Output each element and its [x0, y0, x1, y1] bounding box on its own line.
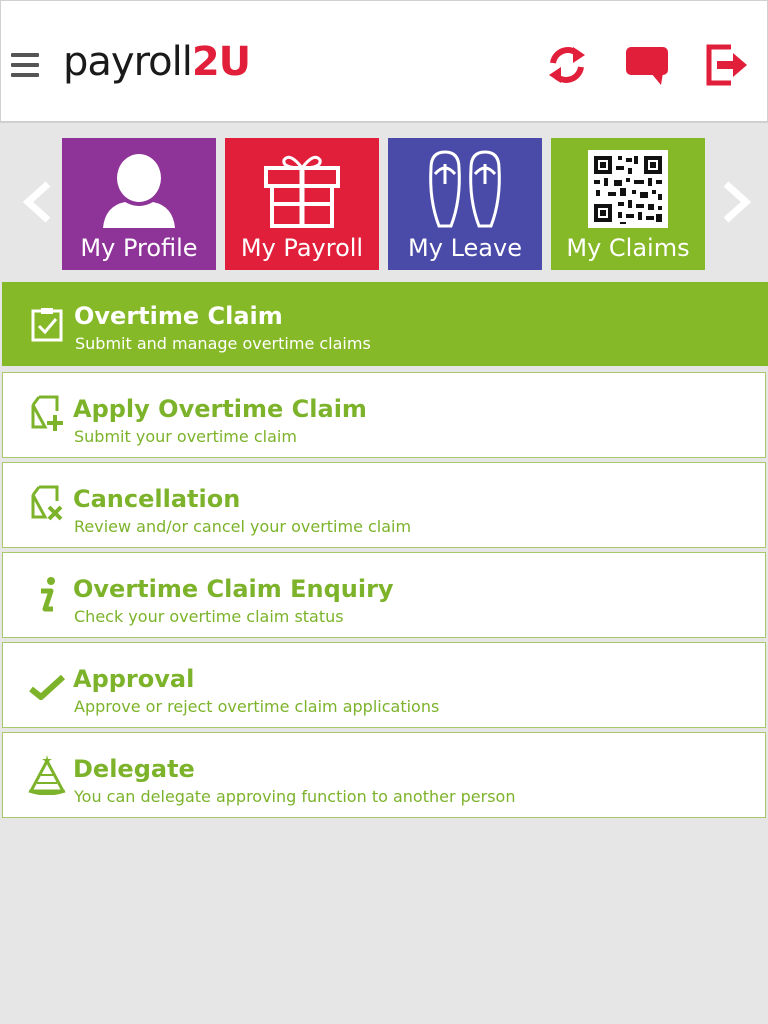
add-document-icon [27, 393, 67, 435]
info-icon [27, 573, 67, 615]
menu-item-subtitle: Approve or reject overtime claim applications [74, 697, 440, 716]
menu-item-title: Cancellation [73, 485, 241, 513]
menu-item-title: Approval [73, 665, 195, 693]
flip-flops-icon [388, 148, 542, 230]
logout-icon[interactable] [703, 41, 751, 89]
tile-label: My Payroll [240, 234, 364, 262]
menu-icon[interactable] [11, 53, 39, 79]
tile-my-profile[interactable] [62, 138, 216, 270]
app-header [0, 0, 768, 123]
cancel-document-icon [27, 483, 67, 525]
menu-item-subtitle: Review and/or cancel your overtime claim [74, 517, 412, 536]
menu-item-subtitle: Submit your overtime claim [74, 427, 297, 446]
menu-item-overtime-claim-enquiry[interactable] [2, 552, 766, 638]
module-carousel [0, 130, 768, 278]
app-logo [63, 37, 250, 87]
refresh-icon[interactable] [543, 41, 591, 89]
section-header [2, 282, 768, 366]
tile-label: My Claims [566, 234, 690, 262]
menu-item-title: Delegate [73, 755, 195, 783]
section-title: Overtime Claim [74, 302, 283, 330]
logo-main-text: payroll [63, 39, 192, 85]
tile-label: My Profile [80, 234, 198, 262]
menu-item-approval[interactable] [2, 642, 766, 728]
menu-item-subtitle: You can delegate approving function to another person [74, 787, 516, 806]
menu-item-title: Apply Overtime Claim [73, 395, 367, 423]
logo-accent-text: 2U [191, 39, 251, 85]
clipboard-check-icon [30, 306, 64, 342]
menu-item-cancellation[interactable] [2, 462, 766, 548]
tile-my-payroll[interactable] [225, 138, 379, 270]
profile-icon [62, 148, 216, 230]
checkmark-icon [27, 663, 67, 705]
menu-item-title: Overtime Claim Enquiry [73, 575, 394, 603]
chat-icon[interactable] [623, 41, 671, 89]
carousel-prev-arrow-icon[interactable] [20, 180, 56, 224]
qr-code-icon [551, 148, 705, 230]
menu-item-subtitle: Check your overtime claim status [74, 607, 344, 626]
menu-item-delegate[interactable] [2, 732, 766, 818]
menu-item-apply-overtime-claim[interactable] [2, 372, 766, 458]
tile-my-leave[interactable] [388, 138, 542, 270]
party-hat-icon [27, 753, 67, 795]
tile-label: My Leave [408, 234, 522, 262]
section-subtitle: Submit and manage overtime claims [75, 334, 371, 353]
tile-my-claims[interactable] [551, 138, 705, 270]
carousel-next-arrow-icon[interactable] [718, 180, 754, 224]
gift-icon [225, 148, 379, 230]
